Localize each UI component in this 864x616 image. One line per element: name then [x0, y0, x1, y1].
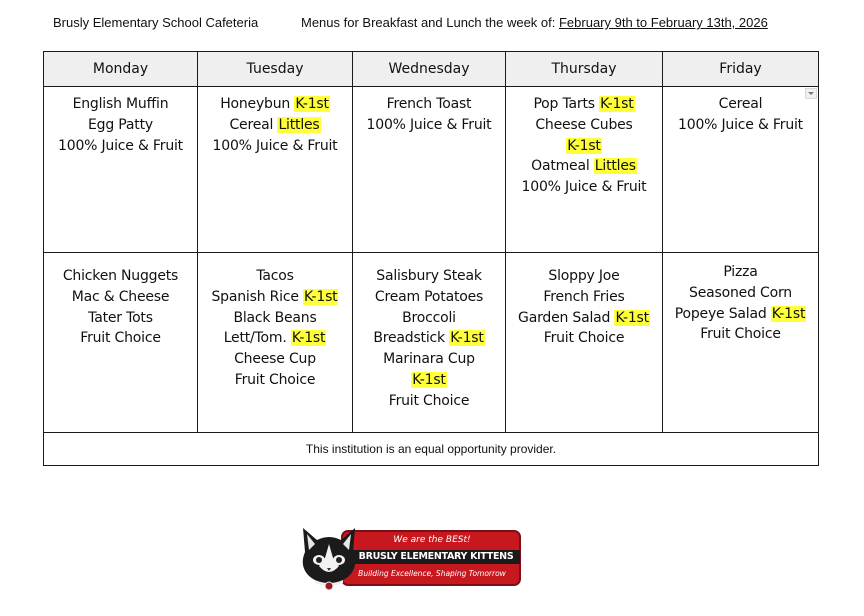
breakfast-menu-item: Honeybun K-1st [220, 96, 329, 112]
logo-slogan: We are the BESt! [393, 535, 471, 545]
day-header-wednesday: Wednesday [353, 52, 506, 87]
footer-row [44, 433, 819, 466]
date-range: February 9th to February 13th, 2026 [558, 15, 768, 30]
breakfast-cell [663, 87, 819, 253]
lunch-menu-item: Broccoli [402, 309, 456, 326]
lunch-menu-item: Garden Salad K-1st [518, 309, 649, 326]
lunch-menu-item: Pizza [723, 264, 758, 280]
grade-tag-highlight: K-1st [304, 288, 338, 305]
lunch-menu-item: Black Beans [233, 309, 317, 326]
lunch-menu-item: Breadstick K-1st [373, 330, 484, 347]
logo-tagline: Building Excellence, Shaping Tomorrow [358, 569, 506, 578]
kitten-mascot-icon [297, 522, 361, 592]
breakfast-menu-item: 100% Juice & Fruit [212, 137, 338, 154]
breakfast-menu-item: French Toast [386, 96, 472, 112]
lunch-menu-item: Mac & Cheese [71, 288, 170, 305]
breakfast-menu-item: Cereal [718, 96, 763, 112]
lunch-menu-item: Sloppy Joe [548, 268, 620, 284]
grade-tag-highlight: K-1st [412, 371, 446, 388]
lunch-menu-item: Fruit Choice [388, 392, 470, 409]
lunch-menu-item: Cream Potatoes [374, 288, 484, 305]
lunch-menu-item: Salisbury Steak [376, 268, 482, 284]
day-header-thursday: Thursday [506, 52, 663, 87]
day-header-friday: Friday [663, 52, 819, 87]
lunch-cell [506, 253, 663, 433]
grade-tag-highlight: K-1st [615, 309, 649, 326]
breakfast-cell [353, 87, 506, 253]
lunch-menu-item: Marinara Cup [383, 351, 475, 368]
day-header-tuesday: Tuesday [198, 52, 353, 87]
breakfast-cell [44, 87, 198, 253]
grade-tag-highlight: K-1st [567, 137, 601, 154]
breakfast-menu-item: 100% Juice & Fruit [366, 116, 492, 133]
breakfast-menu-item: 100% Juice & Fruit [58, 137, 183, 154]
lunch-cell [198, 253, 353, 433]
breakfast-menu-item: English Muffin [72, 96, 169, 112]
day-header-row [44, 52, 819, 87]
grade-tag-highlight: K-1st [771, 305, 806, 322]
day-header-monday: Monday [44, 52, 198, 87]
breakfast-menu-item: 100% Juice & Fruit [678, 116, 803, 133]
grade-tag-highlight: Littles [594, 158, 636, 175]
school-logo [297, 522, 523, 592]
grade-tag-highlight: Littles [278, 116, 320, 133]
breakfast-menu-item: Egg Patty [88, 116, 153, 133]
grade-tag-highlight: K-1st [291, 330, 326, 347]
lunch-cell [663, 253, 819, 433]
lunch-menu-item: Fruit Choice [234, 371, 316, 388]
breakfast-menu-item: Pop Tarts K-1st [533, 96, 634, 112]
lunch-menu-item: French Fries [543, 288, 625, 305]
breakfast-cell [198, 87, 353, 253]
breakfast-cell [506, 87, 663, 253]
lunch-menu-item: Chicken Nuggets [62, 268, 179, 284]
lunch-menu-item: Cheese Cup [234, 351, 316, 368]
lunch-menu-item: Popeye Salad K-1st [674, 305, 806, 322]
lunch-menu-item: Seasoned Corn [689, 284, 792, 301]
breakfast-menu-item: 100% Juice & Fruit [521, 179, 647, 196]
menu-table [43, 51, 819, 466]
lunch-menu-item: Fruit Choice [80, 330, 161, 347]
lunch-menu-item: Fruit Choice [543, 330, 625, 347]
grade-tag-highlight: K-1st [295, 96, 329, 112]
lunch-menu-item: Fruit Choice [700, 326, 781, 343]
equal-opportunity-statement: This institution is an equal opportunity provider. [44, 433, 819, 466]
school-name: Brusly Elementary School Cafeteria [53, 15, 259, 30]
menu-week-title [301, 15, 768, 30]
breakfast-row [44, 87, 819, 253]
lunch-cell [353, 253, 506, 433]
lunch-menu-item: Tater Tots [88, 309, 153, 326]
lunch-row [44, 253, 819, 433]
lunch-menu-item: Lett/Tom. K-1st [223, 330, 326, 347]
breakfast-menu-item: Cereal Littles [229, 116, 320, 133]
breakfast-menu-item [506, 136, 662, 157]
breakfast-menu-item: Cheese Cubes [535, 116, 633, 133]
lunch-cell [44, 253, 198, 433]
lunch-menu-item: Spanish Rice K-1st [211, 288, 338, 305]
grade-tag-highlight: K-1st [600, 96, 634, 112]
grade-tag-highlight: K-1st [450, 330, 484, 347]
lunch-menu-item: Tacos [256, 268, 294, 284]
logo-school-name: BRUSLY ELEMENTARY KITTENS [352, 550, 520, 564]
lunch-menu-item [353, 370, 505, 391]
menus-label: Menus for Breakfast and Lunch the week of: [301, 15, 559, 30]
breakfast-menu-item: Oatmeal Littles [531, 158, 636, 175]
cell-dropdown-button[interactable] [805, 88, 817, 99]
